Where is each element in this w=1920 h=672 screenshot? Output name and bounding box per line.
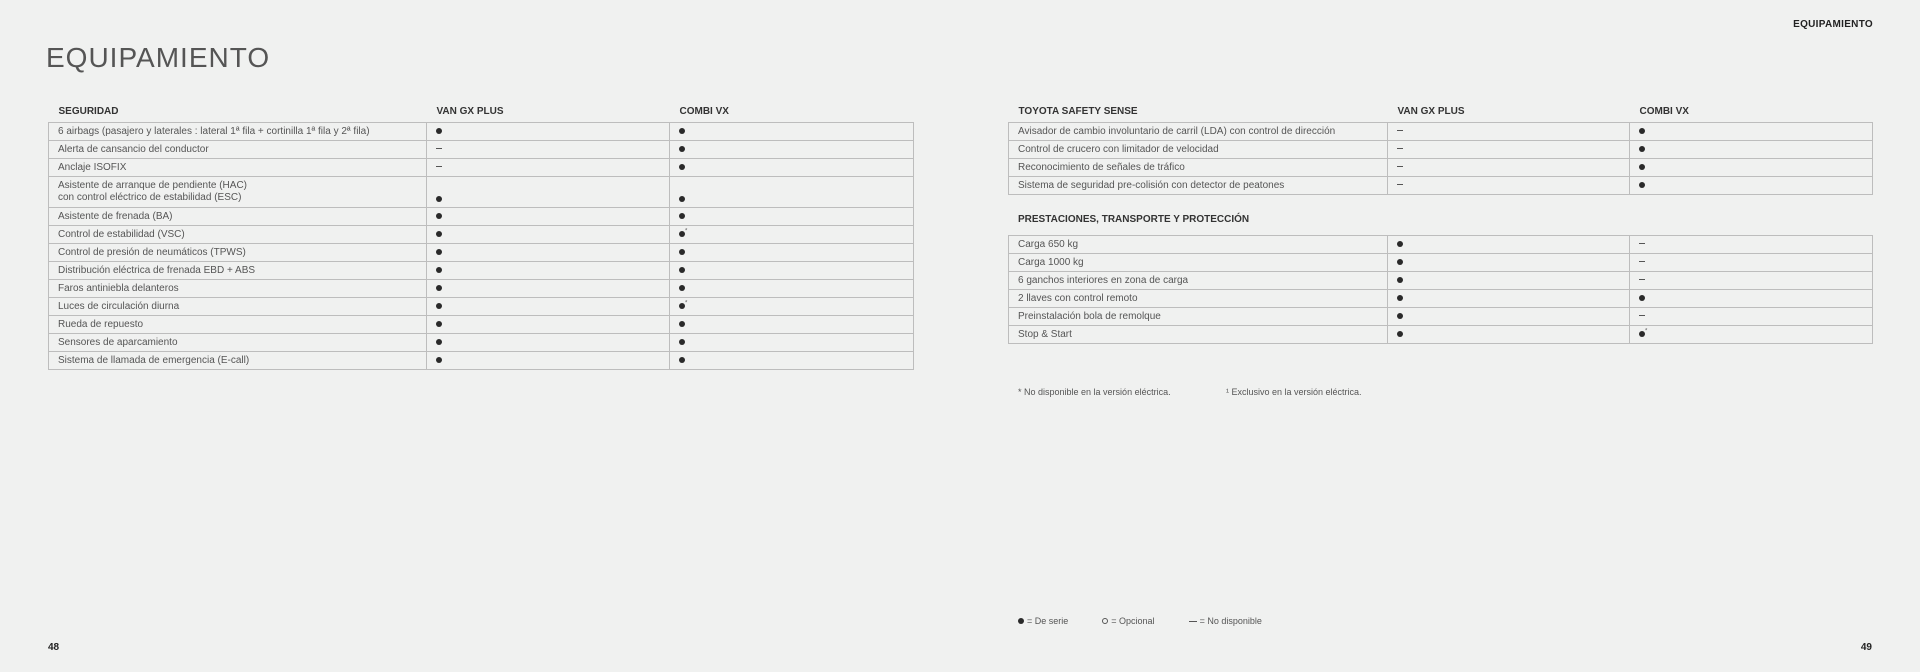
combi-vx-cell	[1630, 308, 1873, 326]
standard-dot-icon	[679, 267, 685, 273]
feature-label	[49, 141, 427, 159]
feature-label	[1009, 236, 1388, 254]
table-row	[49, 208, 914, 226]
feature-text: 6 ganchos interiores en zona de carga	[1018, 274, 1189, 286]
standard-dot-icon	[1397, 277, 1403, 283]
table-row	[1009, 236, 1873, 254]
seguridad-body	[49, 123, 914, 370]
not-available-dash-icon	[1397, 148, 1403, 149]
feature-text: Alerta de cansancio del conductor	[58, 143, 209, 155]
table-row	[49, 280, 914, 298]
combi-vx-cell	[670, 334, 914, 352]
legend-label: = No disponible	[1199, 616, 1262, 626]
feature-label	[49, 177, 427, 208]
van-gx-plus-cell	[427, 177, 670, 208]
van-gx-plus-cell	[1388, 272, 1630, 290]
combi-vx-cell	[1630, 177, 1873, 195]
table-row	[49, 262, 914, 280]
feature-label	[49, 334, 427, 352]
page-number-right: 49	[1860, 642, 1872, 653]
table-row	[49, 123, 914, 141]
feature-text: Sistema de seguridad pre-colisión con detector de peatones	[1018, 179, 1285, 191]
feature-text: Carga 1000 kg	[1018, 256, 1084, 268]
feature-label	[1009, 308, 1388, 326]
safety-sense-body	[1009, 123, 1873, 195]
standard-dot-icon	[1397, 241, 1403, 247]
table-row	[1009, 326, 1873, 344]
combi-vx-cell	[1630, 272, 1873, 290]
legend-no-disponible	[1189, 616, 1262, 626]
feature-text: Anclaje ISOFIX	[58, 161, 127, 173]
legend-label: = De serie	[1027, 616, 1069, 626]
standard-dot-icon	[1397, 259, 1403, 265]
table-row	[1009, 177, 1873, 195]
page-number-left: 48	[48, 642, 60, 653]
footnote-mark: *	[685, 228, 688, 235]
column-header: COMBI VX	[1639, 105, 1689, 117]
feature-text: 6 airbags (pasajero y laterales : lateral 1ª fila + cortinilla 1ª fila y 2ª fila)	[58, 125, 370, 137]
column-header: VAN GX PLUS	[436, 105, 504, 117]
standard-dot-icon	[436, 303, 442, 309]
seguridad-table	[48, 100, 914, 370]
van-gx-plus-cell	[427, 244, 670, 262]
footnote-no-disponible: * No disponible en la versión eléctrica.	[1018, 387, 1171, 397]
combi-vx-cell	[670, 208, 914, 226]
van-gx-plus-cell	[1388, 177, 1630, 195]
combi-vx-cell	[670, 141, 914, 159]
combi-vx-cell	[670, 262, 914, 280]
standard-dot-icon	[436, 357, 442, 363]
column-header: SEGURIDAD	[58, 105, 119, 117]
combi-vx-cell	[1630, 236, 1873, 254]
feature-text: Reconocimiento de señales de tráfico	[1018, 161, 1185, 173]
prestaciones-table	[1008, 235, 1873, 344]
van-gx-plus-cell	[1388, 290, 1630, 308]
standard-dot-icon	[679, 357, 685, 363]
feature-label	[49, 226, 427, 244]
feature-text: Sistema de llamada de emergencia (E-call)	[58, 354, 250, 366]
not-available-dash-icon	[1397, 130, 1403, 131]
combi-vx-cell	[670, 298, 914, 316]
feature-text: Carga 650 kg	[1018, 238, 1079, 250]
standard-dot-icon	[679, 196, 685, 202]
van-gx-plus-cell	[1388, 326, 1630, 344]
filled-dot-icon	[1018, 618, 1024, 624]
feature-text: Control de presión de neumáticos (TPWS)	[58, 246, 246, 258]
page-title: EQUIPAMIENTO	[46, 42, 271, 73]
van-gx-plus-cell	[1388, 308, 1630, 326]
standard-dot-icon	[1639, 128, 1645, 134]
legend-label: = Opcional	[1111, 616, 1155, 626]
feature-label	[49, 123, 427, 141]
standard-dot-icon	[679, 249, 685, 255]
van-gx-plus-cell	[427, 334, 670, 352]
table-row	[49, 352, 914, 370]
van-gx-plus-cell	[427, 262, 670, 280]
combi-vx-cell	[1630, 254, 1873, 272]
open-circle-icon	[1102, 618, 1108, 624]
feature-label	[49, 280, 427, 298]
feature-text: 2 llaves con control remoto	[1018, 292, 1138, 304]
standard-dot-icon	[679, 164, 685, 170]
table-row	[1009, 123, 1873, 141]
feature-label	[49, 298, 427, 316]
combi-vx-cell	[670, 159, 914, 177]
combi-vx-cell	[1630, 326, 1873, 344]
not-available-dash-icon	[1639, 243, 1645, 244]
feature-label	[1009, 290, 1388, 308]
not-available-dash-icon	[436, 166, 442, 167]
section-header: EQUIPAMIENTO	[1793, 19, 1873, 30]
van-gx-plus-cell	[427, 208, 670, 226]
feature-text: Distribución eléctrica de frenada EBD + ABS	[58, 264, 256, 276]
feature-label	[1009, 177, 1388, 195]
table-row	[1009, 141, 1873, 159]
column-header: TOYOTA SAFETY SENSE	[1018, 105, 1138, 117]
van-gx-plus-cell	[427, 226, 670, 244]
dash-icon	[1189, 621, 1197, 622]
table-row	[1009, 272, 1873, 290]
van-gx-plus-cell	[427, 159, 670, 177]
combi-vx-cell	[1630, 141, 1873, 159]
legend-opcional	[1102, 616, 1154, 626]
table-row	[49, 226, 914, 244]
standard-dot-icon	[1397, 295, 1403, 301]
standard-dot-icon	[436, 339, 442, 345]
combi-vx-cell	[670, 244, 914, 262]
not-available-dash-icon	[1639, 315, 1645, 316]
feature-text: con control eléctrico de estabilidad (ESC)	[58, 192, 242, 203]
legend	[1018, 616, 1296, 626]
combi-vx-cell	[670, 280, 914, 298]
feature-label	[49, 159, 427, 177]
feature-label	[49, 208, 427, 226]
feature-text: Rueda de repuesto	[58, 318, 144, 330]
table-row	[49, 141, 914, 159]
not-available-dash-icon	[436, 148, 442, 149]
standard-dot-icon	[436, 213, 442, 219]
feature-text: Control de estabilidad (VSC)	[58, 228, 185, 240]
not-available-dash-icon	[1397, 184, 1403, 185]
table-row	[1009, 290, 1873, 308]
van-gx-plus-cell	[1388, 254, 1630, 272]
prestaciones-title: PRESTACIONES, TRANSPORTE Y PROTECCIÓN	[1018, 214, 1250, 225]
van-gx-plus-cell	[427, 298, 670, 316]
table-row	[49, 159, 914, 177]
standard-dot-icon	[436, 267, 442, 273]
van-gx-plus-cell	[1388, 159, 1630, 177]
feature-text: Sensores de aparcamiento	[58, 336, 178, 348]
standard-dot-icon	[679, 128, 685, 134]
not-available-dash-icon	[1639, 279, 1645, 280]
safety-sense-table	[1008, 100, 1873, 195]
van-gx-plus-cell	[427, 123, 670, 141]
feature-label	[1009, 159, 1388, 177]
feature-label	[49, 262, 427, 280]
standard-dot-icon	[1639, 164, 1645, 170]
table-row	[49, 334, 914, 352]
van-gx-plus-cell	[1388, 141, 1630, 159]
standard-dot-icon	[1639, 182, 1645, 188]
standard-dot-icon	[1397, 313, 1403, 319]
feature-label	[1009, 123, 1388, 141]
footnote-mark: *	[685, 300, 688, 307]
standard-dot-icon	[436, 249, 442, 255]
feature-text: Asistente de frenada (BA)	[58, 210, 173, 222]
feature-label	[49, 352, 427, 370]
standard-dot-icon	[679, 339, 685, 345]
not-available-dash-icon	[1639, 261, 1645, 262]
not-available-dash-icon	[1397, 166, 1403, 167]
standard-dot-icon	[436, 128, 442, 134]
van-gx-plus-cell	[1388, 236, 1630, 254]
prestaciones-body	[1009, 236, 1873, 344]
table-row	[49, 244, 914, 262]
van-gx-plus-cell	[1388, 123, 1630, 141]
standard-dot-icon	[1639, 146, 1645, 152]
feature-text: Faros antiniebla delanteros	[58, 282, 179, 294]
column-header: VAN GX PLUS	[1397, 105, 1465, 117]
feature-text: Asistente de arranque de pendiente (HAC)	[58, 180, 248, 191]
feature-label	[1009, 326, 1388, 344]
standard-dot-icon	[679, 146, 685, 152]
van-gx-plus-cell	[427, 352, 670, 370]
feature-text: Preinstalación bola de remolque	[1018, 310, 1161, 322]
table-row	[1009, 159, 1873, 177]
combi-vx-cell	[670, 226, 914, 244]
table-row	[49, 298, 914, 316]
standard-dot-icon	[679, 285, 685, 291]
table-row	[1009, 308, 1873, 326]
column-header: COMBI VX	[679, 105, 729, 117]
standard-dot-icon	[679, 213, 685, 219]
feature-label	[1009, 272, 1388, 290]
standard-dot-icon	[436, 231, 442, 237]
van-gx-plus-cell	[427, 316, 670, 334]
feature-text: Avisador de cambio involuntario de carril (LDA) con control de dirección	[1018, 125, 1336, 137]
standard-dot-icon	[436, 285, 442, 291]
feature-text: Control de crucero con limitador de velocidad	[1018, 143, 1219, 155]
combi-vx-cell	[1630, 290, 1873, 308]
feature-text: Stop & Start	[1018, 328, 1072, 340]
standard-dot-icon	[1639, 295, 1645, 301]
combi-vx-cell	[670, 352, 914, 370]
table-row	[1009, 254, 1873, 272]
footnote-mark: *	[1645, 328, 1648, 335]
feature-text: Luces de circulación diurna	[58, 300, 180, 312]
standard-dot-icon	[679, 321, 685, 327]
footnote-exclusivo: ¹ Exclusivo en la versión eléctrica.	[1226, 387, 1362, 397]
feature-label	[49, 244, 427, 262]
van-gx-plus-cell	[427, 280, 670, 298]
combi-vx-cell	[670, 177, 914, 208]
combi-vx-cell	[670, 316, 914, 334]
combi-vx-cell	[1630, 123, 1873, 141]
combi-vx-cell	[670, 123, 914, 141]
combi-vx-cell	[1630, 159, 1873, 177]
table-row	[49, 316, 914, 334]
standard-dot-icon	[436, 321, 442, 327]
table-row	[49, 177, 914, 208]
standard-dot-icon	[1397, 331, 1403, 337]
legend-serie	[1018, 616, 1068, 626]
standard-dot-icon	[436, 196, 442, 202]
van-gx-plus-cell	[427, 141, 670, 159]
feature-label	[1009, 254, 1388, 272]
feature-label	[1009, 141, 1388, 159]
feature-label	[49, 316, 427, 334]
